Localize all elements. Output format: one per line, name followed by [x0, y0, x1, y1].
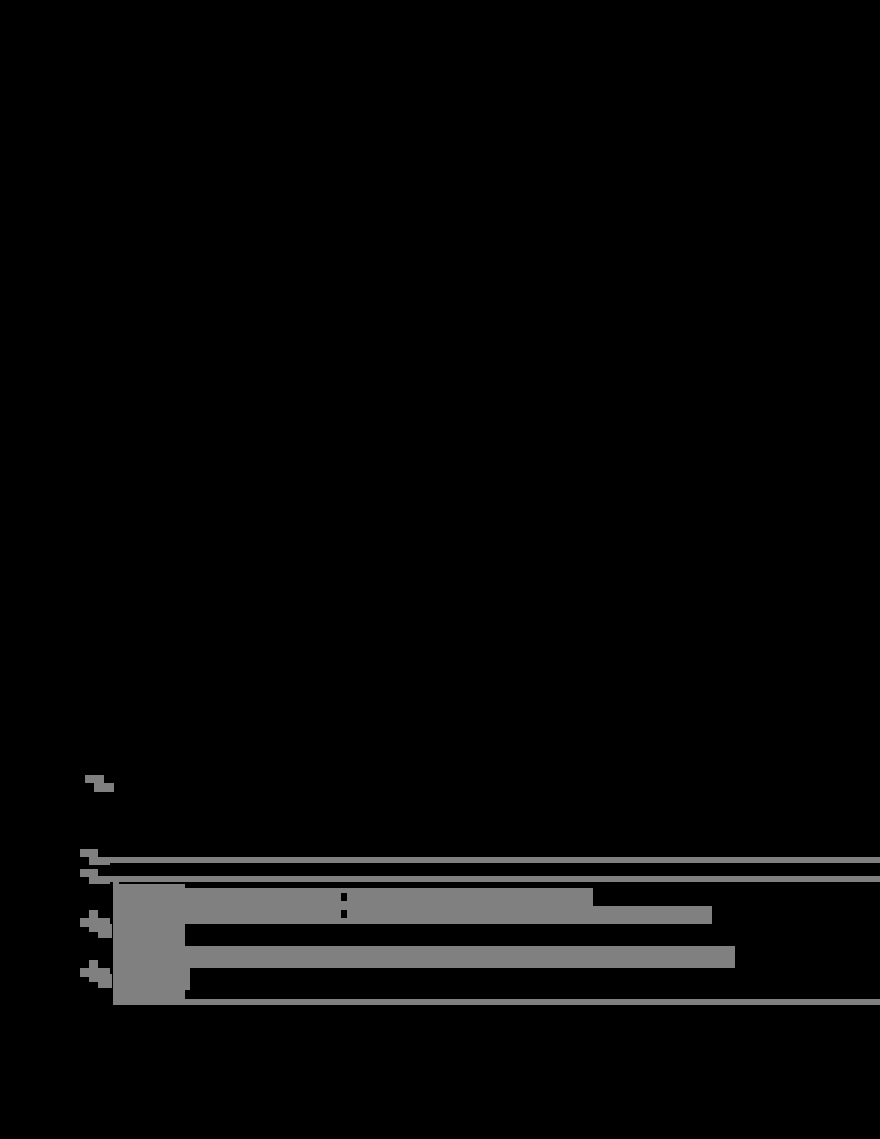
axis-label-top-glyph-b — [94, 783, 114, 792]
y-tick-label-1-foot — [98, 924, 112, 938]
bar-glyph-fragment — [341, 893, 347, 901]
gridline-1 — [90, 857, 880, 863]
y-tick-label-2-foot — [98, 974, 112, 988]
bar-glyph-fragment — [341, 910, 347, 918]
redacted-lower-field — [0, 1005, 880, 1139]
bar-row — [118, 906, 712, 924]
bar-row — [118, 888, 593, 906]
axis-label-top-glyph-a — [85, 775, 104, 783]
bar-row — [118, 968, 190, 990]
gridline-1-label-glyph-a — [80, 849, 98, 857]
gridline-2 — [90, 876, 880, 882]
bar-knockout — [593, 888, 603, 906]
bar-row — [118, 946, 735, 968]
bar-row — [118, 924, 185, 946]
